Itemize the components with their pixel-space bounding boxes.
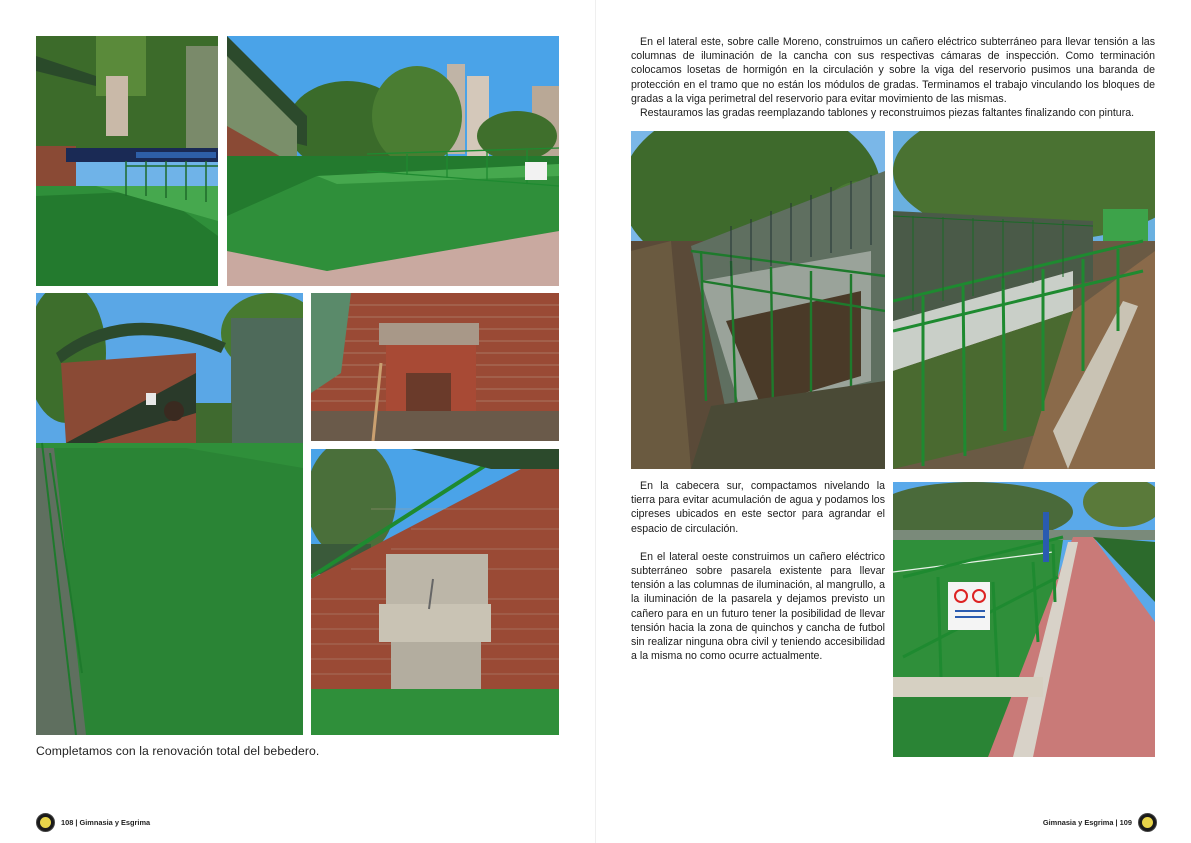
- south-west-text: [631, 479, 885, 663]
- west-side-paragraph: En el lateral oeste construimos un cañero eléctrico subterráneo sobre pasarela existente para llevar tensión a las columnas de iluminación, al mangrullo, a la iluminación de la pasarela y dejamos previsto un cañero para en un futuro tener la posibilidad de llevar tensión hacia la zona de quinchos y cancha de futbol sin realizar ninguna obra civil y teniendo accesibilidad a la misma no como ocurre actualmente.: [631, 550, 885, 663]
- photo-old-brick-fountain: [311, 293, 559, 441]
- photo-stands-walkway: [227, 36, 559, 286]
- photo-west-walkway: [893, 482, 1155, 757]
- east-side-text: [631, 35, 1155, 120]
- south-end-paragraph: En la cabecera sur, compactamos nivelando la tierra para evitar acumulación de agua y podamos los cipreses ubicados en este sector para agrandar el espacio de circulación.: [631, 480, 885, 535]
- left-page-caption: Completamos con la renovación total del bebedero.: [36, 744, 320, 758]
- photo-reservoir-fence-2: [893, 131, 1155, 469]
- right-page-folio: [1043, 812, 1157, 832]
- left-page-folio: [36, 812, 150, 832]
- right-page-footer: Gimnasia y Esgrima | 109: [1042, 817, 1132, 827]
- club-crest-icon: [1138, 813, 1157, 832]
- club-crest-icon: [36, 813, 55, 832]
- east-side-paragraph: En el lateral este, sobre calle Moreno, construimos un cañero eléctrico subterráneo para llevar tensión a las columnas de iluminación de la cancha con sus respectivas cámaras de inspección. Como terminación colocamos losetas de hormigón en la circulación y sobre la viga del reservorio pusimos una baranda de protección en el tramo que no están los módulos de gradas. Terminamos el trabajo vinculando los bloques de gradas a la viga perimetral del reservorio para evitar movimiento de las mismas.: [631, 36, 1155, 105]
- photo-turf-tower: [36, 293, 303, 735]
- stands-restoration-paragraph: Restauramos las gradas reemplazando tablones y reconstruimos piezas faltantes finalizando con pintura.: [640, 107, 1135, 120]
- left-page-footer: 108 | Gimnasia y Esgrima: [61, 817, 151, 827]
- photo-new-concrete-fountain: [311, 449, 559, 735]
- photo-field-corner: [36, 36, 218, 286]
- page-gutter: [595, 0, 596, 843]
- photo-reservoir-fence-1: [631, 131, 885, 469]
